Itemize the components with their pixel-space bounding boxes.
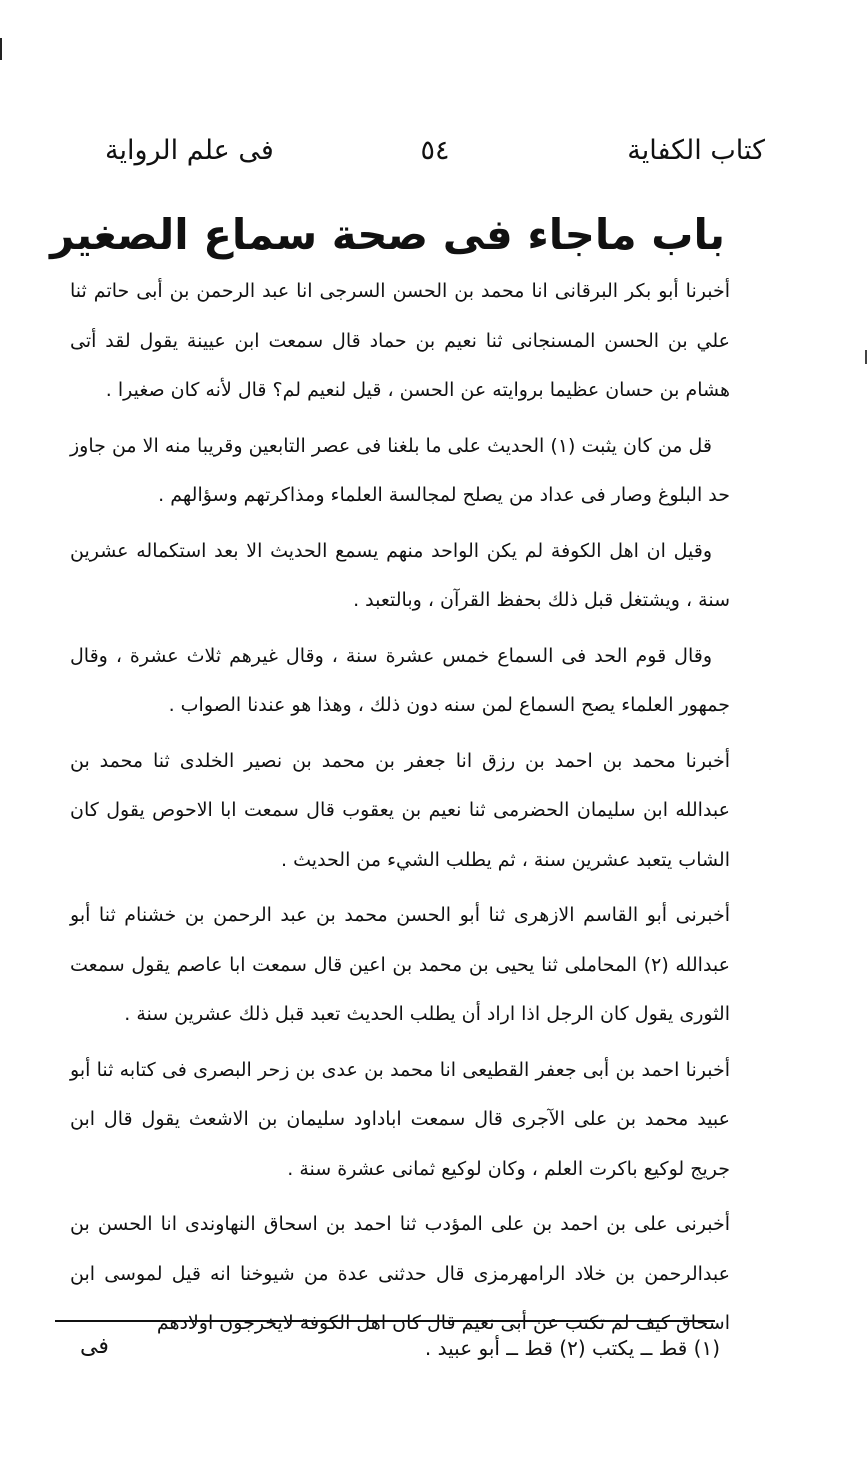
header-page-number: ٥٤ (420, 135, 450, 166)
paragraph: أخبرنى على بن احمد بن على المؤدب ثنا احمد بن اسحاق النهاوندى انا الحسن بن عبدالرحمن بن خلاد الرامهرمزى قال حدثنى عدة من شيوخنا انه قيل لموسى ابن اسحاق كيف لم تكتب عن أبى نعيم قال كان اهل الكوفة لايخرجون اولادهم (70, 1213, 730, 1334)
paragraph: أخبرنا أبو بكر البرقانى انا محمد بن الحسن السرجى انا عبد الرحمن بن أبى حاتم ثنا علي بن الحسن المسنجانى ثنا نعيم بن حماد قال سمعت ابن عيينة يقول لقد أتى هشام بن حسان عظيما بروايته عن الحسن ، قيل لنعيم لم؟ قال لأنه كان صغيرا . (70, 280, 730, 401)
running-header (105, 135, 765, 185)
scan-edge-mark (0, 38, 2, 60)
footnotes (80, 1330, 720, 1370)
paragraph: وقيل ان اهل الكوفة لم يكن الواحد منهم يسمع الحديث الا بعد استكماله عشرين سنة ، ويشتغل قبل ذلك بحفظ القرآن ، وبالتعبد . (70, 539, 730, 611)
paragraph: أخبرنا احمد بن أبى جعفر القطيعى انا محمد بن عدى بن زحر البصرى فى كتابه ثنا أبو عبيد محمد بن على الآجرى قال سمعت اباداود سليمان بن الاشعث يقول قال ابن جريج لوكيع باكرت العلم ، وكان لوكيع ثمانى عشرة سنة . (70, 1058, 730, 1180)
chapter-title: باب ماجاء فى صحة سماع الصغير (50, 210, 725, 259)
paragraph: أخبرنا محمد بن احمد بن رزق انا جعفر بن محمد بن نصير الخلدى ثنا محمد بن عبدالله ابن سليمان الحضرمى ثنا نعيم بن يعقوب قال سمعت ابا الاحوص يقول كان الشاب يتعبد عشرين سنة ، ثم يطلب الشيء من الحديث . (70, 749, 730, 871)
paragraph: وقال قوم الحد فى السماع خمس عشرة سنة ، وقال غيرهم ثلاث عشرة ، وقال جمهور العلماء يصح السماع لمن سنه دون ذلك ، وهذا هو عندنا الصواب . (70, 644, 730, 716)
footnote-text: (١) قط ــ يكتب (٢) قط ــ أبو عبيد . (424, 1336, 720, 1360)
body-text (70, 267, 730, 1355)
paragraph: أخبرنى أبو القاسم الازهرى ثنا أبو الحسن محمد بن عبد الرحمن بن خشنام ثنا أبو عبدالله (٢) المحاملى ثنا يحيى بن محمد بن اعين قال سمعت ابا عاصم يقول سمعت الثورى يقول كان الرجل اذا اراد أن يطلب الحديث تعبد قبل ذلك عشرين سنة . (70, 904, 730, 1025)
catchword: فى (80, 1334, 109, 1359)
footnote-divider (55, 1320, 715, 1322)
header-subject: فى علم الرواية (105, 135, 274, 166)
paragraph: قل من كان يثبت (١) الحديث على ما بلغنا فى عصر التابعين وقريبا منه الا من جاوز حد البلوغ وصار فى عداد من يصلح لمجالسة العلماء ومذاكرتهم وسؤالهم . (70, 434, 730, 506)
header-book-title: كتاب الكفاية (627, 135, 765, 166)
